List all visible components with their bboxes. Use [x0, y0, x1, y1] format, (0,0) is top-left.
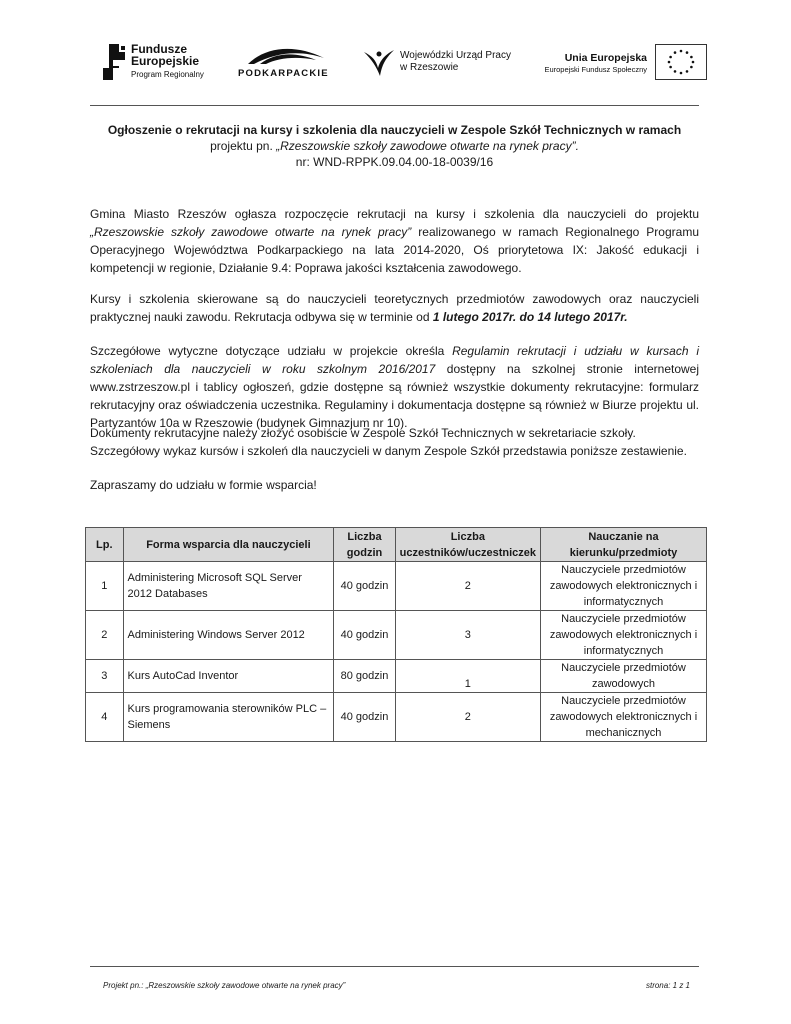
cell-forma: Kurs AutoCad Inventor	[123, 660, 334, 693]
cell-nauczanie: Nauczyciele przedmiotów zawodowych	[540, 660, 706, 693]
p1-text-a: Gmina Miasto Rzeszów ogłasza rozpoczęcie rekrutacji na kursy i szkolenia dla nauczycieli do projektu	[90, 207, 699, 221]
podkarpackie-logo	[238, 38, 333, 86]
table-row	[86, 660, 707, 693]
eu-flag-icon	[655, 44, 707, 80]
paragraph-3	[90, 342, 699, 432]
cell-nauczanie: Nauczyciele przedmiotów zawodowych elektronicznych i mechanicznych	[540, 693, 706, 742]
footer-divider	[90, 966, 699, 967]
heading-line3: nr: WND-RPPK.09.04.00-18-0039/16	[295, 155, 494, 169]
paragraph-2	[90, 290, 699, 326]
cell-godzin: 40 godzin	[334, 611, 395, 660]
courses-table	[85, 527, 707, 742]
table-header-row	[86, 528, 707, 562]
p1-text-b: realizowanego w ramach Regionalnego Programu Operacyjnego Województwa Podkarpackiego na lata 2014-2020, Oś priorytetowa IX: Jakość edukacji i kompetencji w regionie, Działanie 9.4: Poprawa jakości kształcenia zawodowego.	[90, 225, 699, 275]
cell-forma: Administering Microsoft SQL Server 2012 Databases	[123, 562, 334, 611]
logo-bar	[95, 38, 707, 86]
ue-sub: Europejski Fundusz Społeczny	[544, 65, 647, 74]
cell-nauczanie: Nauczyciele przedmiotów zawodowych elektronicznych i informatycznych	[540, 611, 706, 660]
paragraph-5	[90, 476, 699, 494]
cell-forma: Administering Windows Server 2012	[123, 611, 334, 660]
wup-line1: Wojewódzki Urząd Pracy	[400, 50, 511, 61]
p2-text-a: Kursy i szkolenia skierowane są do nauczycieli teoretycznych przedmiotów zawodowych oraz nauczycieli praktycznej nauki zawodu. Rekrutacja odbywa się w terminie od	[90, 292, 699, 324]
cell-godzin: 40 godzin	[334, 693, 395, 742]
cell-uczestnikow: 2	[395, 693, 540, 742]
p4-line2: Szczegółowy wykaz kursów i szkoleń dla nauczycieli w danym Zespole Szkół przedstawia poniższe zestawienie.	[90, 444, 687, 458]
cell-godzin: 80 godzin	[334, 660, 395, 693]
paragraph-1	[90, 205, 699, 277]
ue-line1: Unia Europejska	[564, 52, 647, 64]
mountains-icon	[246, 44, 326, 66]
wup-line2: w Rzeszowie	[400, 62, 459, 73]
fundusze-line2: Europejskie	[131, 54, 200, 68]
table-row	[86, 611, 707, 660]
document-heading	[90, 122, 699, 170]
cell-forma: Kurs programowania sterowników PLC – Siemens	[123, 693, 334, 742]
p3-text-a: Szczegółowe wytyczne dotyczące udziału w projekcie określa	[90, 344, 453, 358]
p3-regulamin: Regulamin rekrutacji i udziału w kursach i szkoleniach dla nauczycieli w roku szkolnym 2016/2017	[90, 344, 699, 376]
wup-bird-icon	[362, 46, 396, 80]
cell-godzin: 40 godzin	[334, 562, 395, 611]
fundusze-europejskie-logo	[103, 38, 223, 86]
p3-text-b: dostępny na szkolnej stronie internetowej www.zstrzeszow.pl i tablicy ogłoszeń, gdzie dostępne są również wszystkie dokumenty rekrutacyjne: formularz rekrutacyjny oraz oświadczenia uczestnika. Regulaminy i dokumentacja dostępne są również w Biurze projektu ul. Partyzantów 10a w Rzeszowie (budynek Gimnazjum nr 10).	[90, 362, 700, 430]
heading-line1: Ogłoszenie o rekrutacji na kursy i szkolenia dla nauczycieli w Zespole Szkół Technicznych w ramach	[107, 123, 682, 137]
header-uczestnikow: Liczba uczestników/uczestniczek	[395, 528, 540, 562]
cell-uczestnikow: 1	[395, 660, 540, 693]
footer-page-number: strona: 1 z 1	[645, 981, 690, 990]
p1-project-name: „Rzeszowskie szkoły zawodowe otwarte na rynek pracy”	[90, 225, 412, 239]
header-divider	[90, 105, 699, 106]
fundusze-europejskie-icon	[103, 42, 131, 84]
cell-uczestnikow: 3	[395, 611, 540, 660]
fundusze-line1: Fundusze	[131, 42, 187, 56]
header-nauczanie: Nauczanie na kierunku/przedmioty	[540, 528, 706, 562]
table-row	[86, 562, 707, 611]
paragraph-4	[90, 424, 699, 460]
unia-europejska-logo	[523, 38, 707, 86]
cell-lp: 2	[86, 611, 124, 660]
header-godzin: Liczba godzin	[334, 528, 395, 562]
heading-line2-italic: „Rzeszowskie szkoły zawodowe otwarte na rynek pracy”.	[276, 139, 579, 153]
cell-lp: 1	[86, 562, 124, 611]
cell-nauczanie: Nauczyciele przedmiotów zawodowych elektronicznych i informatycznych	[540, 562, 706, 611]
cell-lp: 3	[86, 660, 124, 693]
cell-uczestnikow: 2	[395, 562, 540, 611]
footer-project: Projekt pn.: „Rzeszowskie szkoły zawodowe otwarte na rynek pracy”	[103, 981, 346, 990]
header-lp: Lp.	[86, 528, 124, 562]
heading-line2-prefix: projektu pn.	[210, 139, 277, 153]
wup-logo	[360, 38, 520, 86]
p2-dates: 1 lutego 2017r. do 14 lutego 2017r.	[432, 310, 628, 324]
p5-text: Zapraszamy do udziału w formie wsparcia!	[90, 478, 317, 492]
header-forma: Forma wsparcia dla nauczycieli	[123, 528, 334, 562]
podkarpackie-text: PODKARPACKIE	[238, 68, 329, 79]
table-row	[86, 693, 707, 742]
cell-lp: 4	[86, 693, 124, 742]
fundusze-sub: Program Regionalny	[131, 70, 204, 79]
p4-line1: Dokumenty rekrutacyjne należy złożyć osobiście w Zespole Szkół Technicznych w sekretariacie szkoły.	[90, 426, 636, 440]
